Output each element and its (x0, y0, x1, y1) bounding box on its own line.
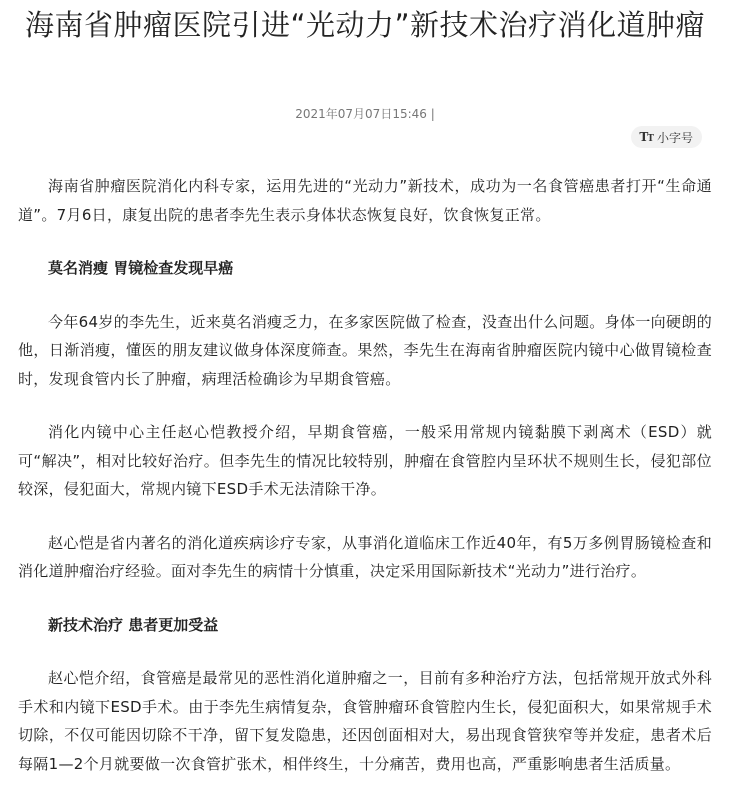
article-title: 海南省肿瘤医院引进“光动力”新技术治疗消化道肿瘤 (24, 8, 706, 42)
body-paragraph: 赵心恺介绍，食管癌是最常见的恶性消化道肿瘤之一，目前有多种治疗方法，包括常规开放式外科手术和内镜下ESD手术。由于李先生病情复杂，食管肿瘤环食管腔内生长，侵犯面积大，如果常规手术切除，不仅可能因切除不干净，留下复发隐患，还因创面相对大，易出现食管狭窄等并发症，患者术后每隔1—2个月就要做一次食管扩张术，相伴终生，十分痛苦，费用也高，严重影响患者生活质量。 (18, 669, 712, 773)
section-heading: 莫名消瘦 胃镜检查发现早癌 (48, 259, 234, 277)
font-size-label: 小字号 (656, 130, 693, 145)
body-paragraph: 赵心恺是省内著名的消化道疾病诊疗专家，从事消化道临床工作近40年，有5万多例胃肠镜检查和消化道肿瘤治疗经验。面对李先生的病情十分慎重，决定采用国际新技术“光动力”进行治疗。 (18, 533, 712, 580)
body-paragraph: 消化内镜中心主任赵心恺教授介绍，早期食管癌，一般采用常规内镜黏膜下剥离术（ESD）就可“解决”，相对比较好治疗。但李先生的情况比较特别，肿瘤在食管腔内呈环状不规则生长，侵犯部位较深，侵犯面大，常规内镜下ESD手术无法清除干净。 (18, 423, 712, 498)
article-body (18, 172, 712, 803)
font-size-toggle-button[interactable] (631, 126, 702, 148)
body-paragraph: 今年64岁的李先生，近来莫名消瘦乏力，在多家医院做了检查，没查出什么问题。身体一向硬朗的他，日渐消瘦，懂医的朋友建议做身体深度筛查。果然，李先生在海南省肿瘤医院内镜中心做胃镜检查时，发现食管内长了肿瘤，病理活检确诊为早期食管癌。 (18, 312, 712, 388)
section-heading: 新技术治疗 患者更加受益 (48, 615, 219, 634)
body-paragraph: 海南省肿瘤医院消化内科专家，运用先进的“光动力”新技术，成功为一名食管癌患者打开“生命通道”。7月6日，康复出院的患者李先生表示身体状态恢复良好，饮食恢复正常。 (18, 177, 712, 224)
article-meta: 2021年07月07日15:46 | (295, 107, 435, 121)
text-size-icon: TT (639, 130, 653, 144)
